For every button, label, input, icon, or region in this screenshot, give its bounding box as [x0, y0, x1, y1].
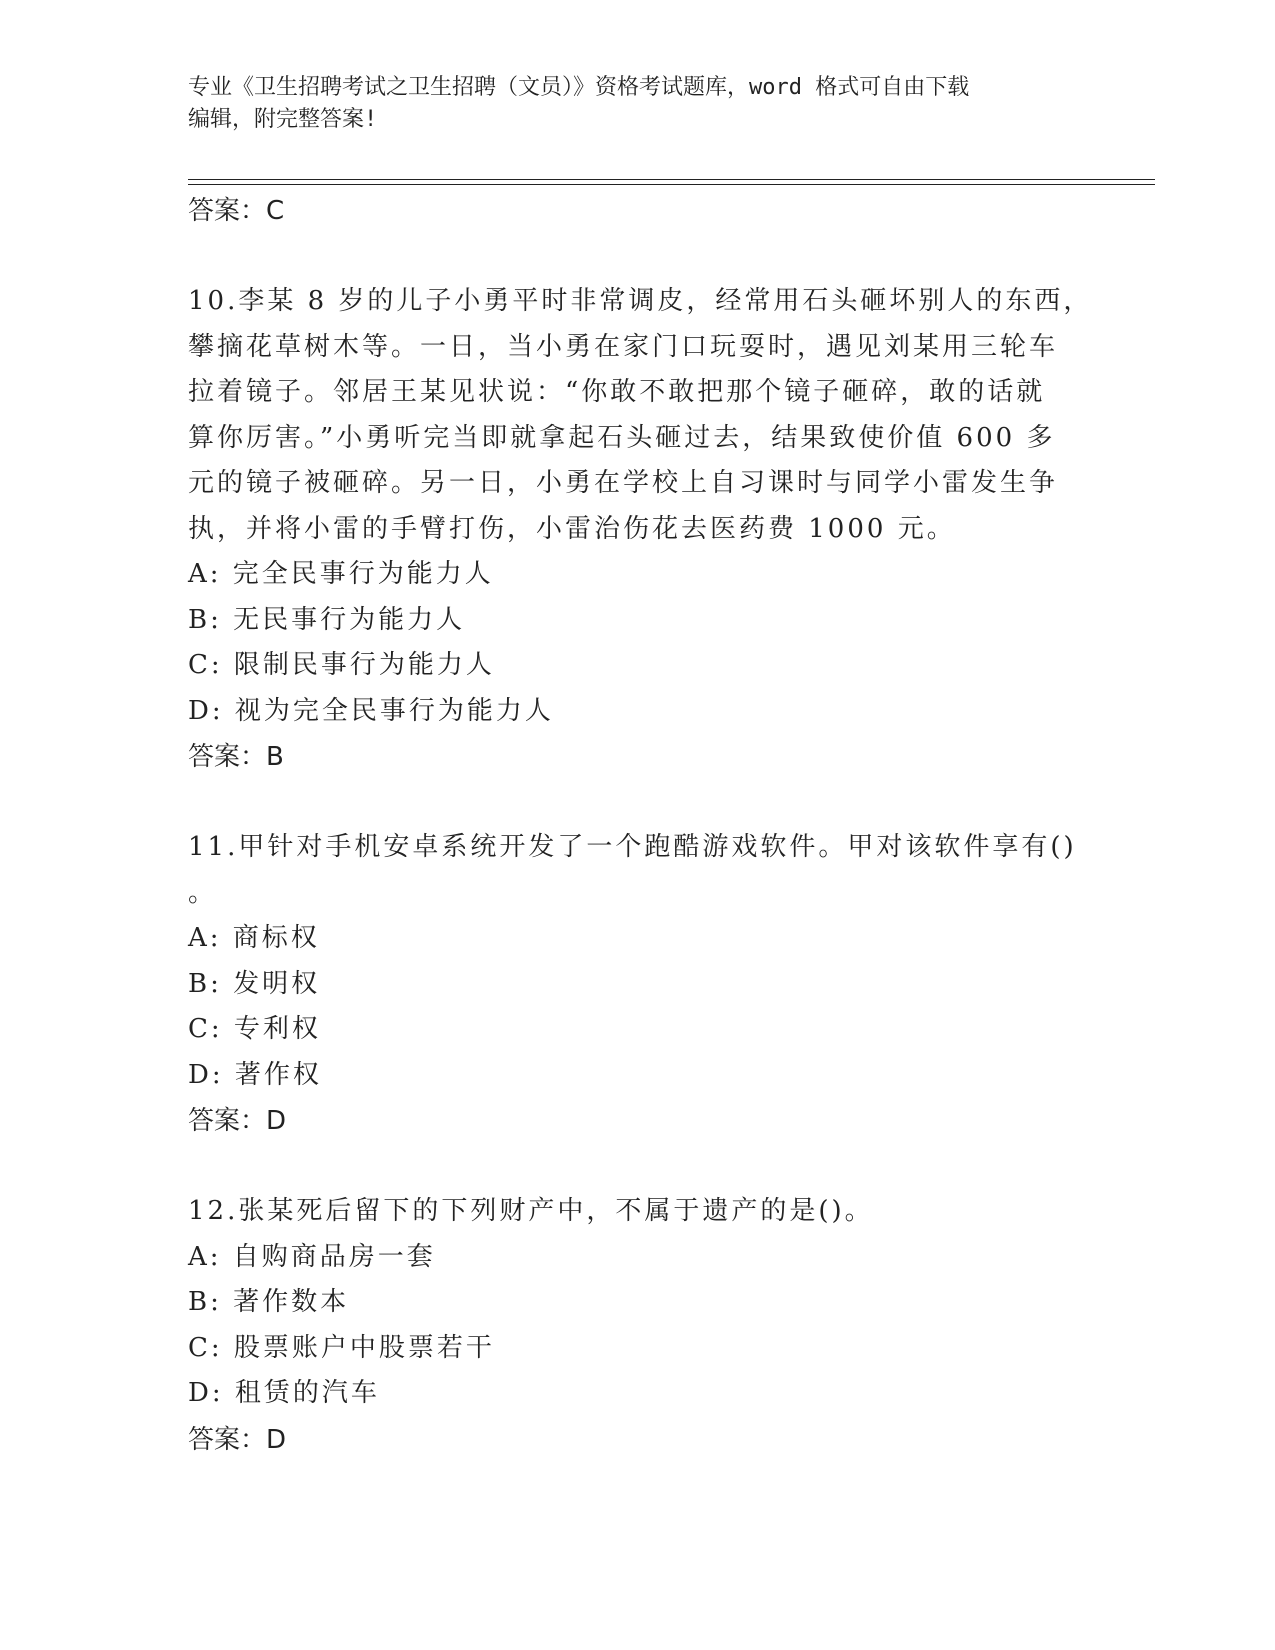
- option-c: C: 股票账户中股票若干: [188, 1332, 495, 1363]
- option-c: C: 专利权: [188, 1014, 321, 1044]
- option-b: B: 无民事行为能力人: [188, 604, 466, 635]
- stem-line: 12.张某死后留下的下列财产中，不属于遗产的是()。: [188, 1196, 874, 1226]
- stem-line: 算你厉害。”小勇听完当即就拿起石头砸过去，结果致使价值 600 多: [188, 422, 1056, 453]
- question-stem: [188, 279, 1093, 552]
- option-a: A: 完全民事行为能力人: [188, 559, 494, 589]
- option-d: D: 著作权: [188, 1059, 322, 1090]
- previous-answer: 答案：C: [188, 196, 285, 226]
- stem-line: 11.甲针对手机安卓系统开发了一个跑酷游戏软件。甲对该软件享有(): [188, 832, 1077, 862]
- header-line-2: 编辑，附完整答案!: [188, 107, 378, 132]
- question-stem: [188, 1189, 1088, 1235]
- option-b: B: 著作数本: [188, 1287, 350, 1317]
- question-10: [188, 279, 1093, 780]
- header-line-1: 专业《卫生招聘考试之卫生招聘（文员）》资格考试题库，word 格式可自由下载: [188, 75, 970, 100]
- question-list: [188, 188, 1093, 1463]
- spacer: [188, 1144, 1088, 1189]
- answer-line: 答案：D: [188, 1424, 287, 1455]
- header-divider-top: [188, 179, 1155, 180]
- option-b: B: 发明权: [188, 968, 321, 999]
- answer-line: 答案：B: [188, 742, 284, 772]
- answer-line: 答案：D: [188, 1106, 287, 1136]
- option-d: D: 视为完全民事行为能力人: [188, 695, 554, 726]
- option-c: C: 限制民事行为能力人: [188, 650, 495, 680]
- option-a: A: 自购商品房一套: [188, 1241, 436, 1272]
- stem-line: 执，并将小雷的手臂打伤，小雷治伤花去医药费 1000 元。: [188, 513, 956, 544]
- stem-line: 元的镜子被砸碎。另一日，小勇在学校上自习课时与同学小雷发生争: [188, 468, 1059, 498]
- spacer: [188, 234, 1088, 279]
- page-header: [188, 72, 1088, 136]
- option-a: A: 商标权: [188, 923, 320, 953]
- question-stem: [188, 825, 1088, 916]
- spacer: [188, 780, 1088, 825]
- stem-line: 。: [188, 877, 218, 908]
- stem-line: 10.李某 8 岁的儿子小勇平时非常调皮，经常用石头砸坏别人的东西，: [188, 286, 1093, 316]
- stem-line: 攀摘花草树木等。一日，当小勇在家门口玩耍时，遇见刘某用三轮车: [188, 331, 1059, 362]
- question-11: [188, 825, 1088, 1144]
- stem-line: 拉着镜子。邻居王某见状说：“你敢不敢把那个镜子砸碎，敢的话就: [188, 377, 1046, 407]
- question-12: [188, 1189, 1088, 1463]
- option-d: D: 租赁的汽车: [188, 1378, 380, 1408]
- header-divider-bottom: [188, 184, 1155, 185]
